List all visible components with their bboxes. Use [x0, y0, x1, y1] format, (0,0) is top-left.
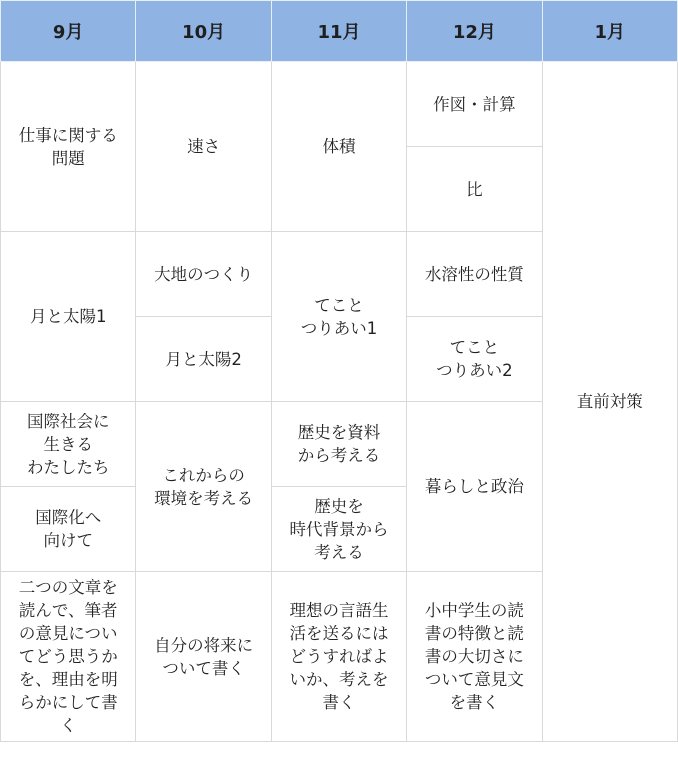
- cell-dec-reading: 小中学生の読 書の特徴と読 書の大切さに ついて意見文 を書く: [407, 572, 542, 742]
- cell-nov-volume: 体積: [271, 62, 406, 232]
- cell-nov-lever: てこと つりあい1: [271, 232, 406, 402]
- cell-dec-drawing: 作図・計算: [407, 62, 542, 147]
- cell-dec-politics: 暮らしと政治: [407, 402, 542, 572]
- header-month-oct: 10月: [136, 1, 271, 62]
- table-row: [1, 62, 678, 147]
- cell-sep-moon-sun1: 月と太陽1: [1, 232, 136, 402]
- cell-oct-moon-sun2: 月と太陽2: [136, 317, 271, 402]
- cell-oct-future: 自分の将来に ついて書く: [136, 572, 271, 742]
- cell-sep-work: 仕事に関する 問題: [1, 62, 136, 232]
- header-month-nov: 11月: [271, 1, 406, 62]
- header-row: [1, 1, 678, 62]
- cell-nov-language: 理想の言語生 活を送るには どうすればよ いか、考えを 書く: [271, 572, 406, 742]
- cell-nov-history-docs: 歴史を資料 から考える: [271, 402, 406, 487]
- cell-oct-speed: 速さ: [136, 62, 271, 232]
- header-month-sep: 9月: [1, 1, 136, 62]
- cell-sep-essay: 二つの文章を 読んで、筆者 の意見につい てどう思うか を、理由を明 らかにして書 く: [1, 572, 136, 742]
- cell-sep-globalization: 国際化へ 向けて: [1, 487, 136, 572]
- cell-nov-history-context: 歴史を 時代背景から 考える: [271, 487, 406, 572]
- cell-oct-earth: 大地のつくり: [136, 232, 271, 317]
- cell-jan-final: 直前対策: [542, 62, 677, 742]
- cell-dec-ratio: 比: [407, 147, 542, 232]
- header-month-dec: 12月: [407, 1, 542, 62]
- cell-dec-lever2: てこと つりあい2: [407, 317, 542, 402]
- header-month-jan: 1月: [542, 1, 677, 62]
- cell-sep-intl-society: 国際社会に 生きる わたしたち: [1, 402, 136, 487]
- cell-oct-environment: これからの 環境を考える: [136, 402, 271, 572]
- cell-dec-solution: 水溶性の性質: [407, 232, 542, 317]
